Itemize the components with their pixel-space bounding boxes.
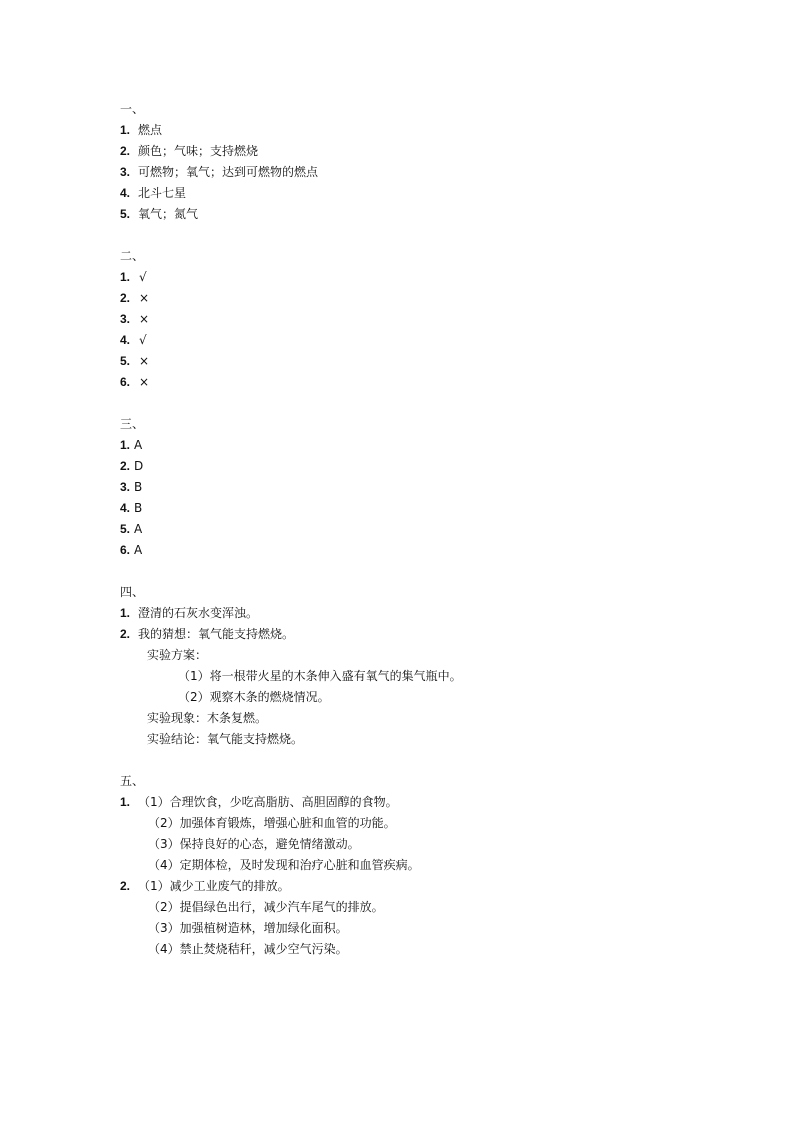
item-number: 4.	[120, 186, 131, 200]
item-answer: A	[134, 543, 143, 557]
item-number: 5.	[120, 207, 131, 221]
experiment-result: 实验现象：木条复燃。	[147, 711, 268, 725]
item-number: 1.	[120, 123, 131, 137]
item-answer: B	[134, 501, 143, 515]
experiment-step: （1）将一根带火星的木条伸入盛有氧气的集气瓶中。	[178, 669, 462, 683]
item-number: 6.	[120, 543, 131, 557]
list-item	[120, 603, 680, 624]
item-text: 颜色；气味；支持燃烧	[138, 144, 259, 158]
list-item	[120, 351, 680, 372]
section-heading: 二、	[120, 249, 145, 263]
section-3	[120, 414, 680, 561]
list-item	[120, 624, 680, 645]
item-text: 可燃物；氧气；达到可燃物的燃点	[138, 165, 319, 179]
sub-item: （3）保持良好的心态，避免情绪激动。	[148, 837, 360, 851]
item-number: 2.	[120, 459, 131, 473]
item-number: 5.	[120, 354, 131, 368]
list-item	[120, 204, 680, 225]
cross-mark: ×	[139, 291, 150, 305]
item-text: （1）合理饮食，少吃高脂肪、高胆固醇的食物。	[138, 795, 398, 809]
item-answer: D	[134, 459, 144, 473]
list-item	[120, 435, 680, 456]
list-item	[120, 330, 680, 351]
list-item	[120, 141, 680, 162]
item-answer: A	[134, 438, 143, 452]
experiment-step: （2）观察木条的燃烧情况。	[178, 690, 330, 704]
cross-mark: ×	[139, 375, 150, 389]
list-item	[120, 519, 680, 540]
item-number: 1.	[120, 606, 131, 620]
item-number: 1.	[120, 795, 131, 809]
item-number: 4.	[120, 501, 131, 515]
section-2	[120, 246, 680, 393]
section-5	[120, 771, 680, 960]
section-heading: 四、	[120, 585, 145, 599]
list-item	[120, 456, 680, 477]
item-number: 3.	[120, 312, 131, 326]
cross-mark: ×	[139, 354, 150, 368]
sub-item: （2）加强体育锻炼，增强心脏和血管的功能。	[148, 816, 396, 830]
section-1	[120, 99, 680, 225]
experiment-plan-label: 实验方案：	[147, 648, 208, 662]
check-mark: √	[139, 333, 147, 347]
item-number: 3.	[120, 480, 131, 494]
list-item	[120, 162, 680, 183]
item-number: 1.	[120, 270, 131, 284]
item-text: 北斗七星	[138, 186, 187, 200]
list-item	[120, 372, 680, 393]
item-text: 氧气；氮气	[138, 207, 199, 221]
list-item	[120, 540, 680, 561]
item-number: 3.	[120, 165, 131, 179]
section-heading: 三、	[120, 417, 145, 431]
list-item	[120, 183, 680, 204]
list-item	[120, 309, 680, 330]
item-number: 1.	[120, 438, 131, 452]
section-4	[120, 582, 680, 750]
sub-item: （4）定期体检，及时发现和治疗心脏和血管疾病。	[148, 858, 420, 872]
item-number: 2.	[120, 879, 131, 893]
item-number: 4.	[120, 333, 131, 347]
sub-item: （2）提倡绿色出行，减少汽车尾气的排放。	[148, 900, 384, 914]
experiment-conclusion: 实验结论：氧气能支持燃烧。	[147, 732, 304, 746]
answer-content	[120, 99, 680, 960]
item-number: 2.	[120, 627, 131, 641]
list-item	[120, 792, 680, 813]
list-item	[120, 498, 680, 519]
item-number: 5.	[120, 522, 131, 536]
item-number: 2.	[120, 144, 131, 158]
list-item	[120, 267, 680, 288]
list-item	[120, 288, 680, 309]
list-item	[120, 120, 680, 141]
item-text: 澄清的石灰水变浑浊。	[138, 606, 259, 620]
item-text: （1）减少工业废气的排放。	[138, 879, 290, 893]
item-number: 2.	[120, 291, 131, 305]
list-item	[120, 477, 680, 498]
item-answer: B	[134, 480, 143, 494]
item-number: 6.	[120, 375, 131, 389]
sub-item: （3）加强植树造林，增加绿化面积。	[148, 921, 348, 935]
list-item	[120, 876, 680, 897]
check-mark: √	[139, 270, 147, 284]
section-heading: 一、	[120, 102, 145, 116]
section-heading: 五、	[120, 774, 145, 788]
item-text: 燃点	[138, 123, 163, 137]
sub-item: （4）禁止焚烧秸秆，减少空气污染。	[148, 942, 348, 956]
cross-mark: ×	[139, 312, 150, 326]
item-text: 我的猜想：氧气能支持燃烧。	[138, 627, 295, 641]
item-answer: A	[134, 522, 143, 536]
